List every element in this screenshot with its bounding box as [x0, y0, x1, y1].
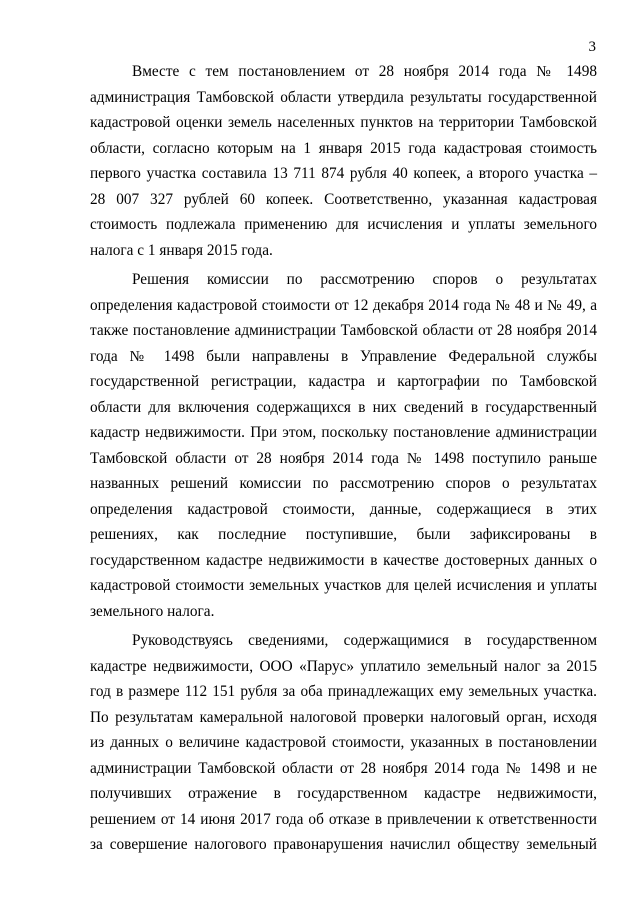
text-line: кадастр недвижимости. При этом, поскольку постановление администрации [90, 424, 597, 441]
text-line: По результатам камеральной налоговой проверки налоговый орган, исходя [90, 708, 597, 726]
text-line: Тамбовской области от 28 ноября 2014 года № 1498 поступило раньше [90, 449, 597, 467]
text-line: области для включения содержащихся в них сведений в государственный [90, 398, 597, 416]
page-number: 3 [588, 39, 596, 55]
text-line: Решения комиссии по рассмотрению споров о результатах [132, 271, 597, 288]
paragraph [90, 628, 597, 858]
paragraph [90, 59, 597, 263]
text-line: Руководствуясь сведениями, содержащимися в государственном [132, 632, 597, 649]
text-line: земельного налога. [90, 602, 215, 620]
text-line: Вместе с тем постановлением от 28 ноября 2014 года № 1498 [132, 63, 597, 80]
text-line: определения кадастровой стоимости, данные, содержащиеся в этих [90, 500, 597, 518]
text-line: 28 007 327 рублей 60 копеек. Соответственно, указанная кадастровая [90, 190, 597, 208]
text-line: кадастровой стоимости земельных участков для целей исчисления и уплаты [90, 577, 597, 594]
text-line: названных решений комиссии по рассмотрению споров о результатах [90, 475, 597, 492]
text-line: администрации Тамбовской области от 28 ноября 2014 года № 1498 и не [90, 759, 597, 777]
text-line: государственной регистрации, кадастра и картографии по Тамбовской [90, 373, 597, 390]
text-line: также постановление администрации Тамбовской области от 28 ноября 2014 [90, 322, 597, 339]
text-line: кадастровой оценки земель населенных пунктов на территории Тамбовской [90, 114, 597, 131]
text-line: администрация Тамбовской области утвердила результаты государственной [90, 88, 597, 106]
text-line: государственном кадастре недвижимости в качестве достоверных данных о [90, 551, 597, 569]
text-line: определения кадастровой стоимости от 12 декабря 2014 года № 48 и № 49, а [90, 296, 597, 314]
text-line: из данных о величине кадастровой стоимости, указанных в постановлении [90, 734, 597, 751]
text-line: налога с 1 января 2015 года. [90, 241, 273, 259]
document-body [90, 59, 597, 862]
text-line: получивших отражение в государственном кадастре недвижимости, [90, 785, 597, 802]
text-line: области, согласно которым на 1 января 2015 года кадастровая стоимость [90, 139, 597, 157]
text-line: года № 1498 были направлены в Управление Федеральной службы [90, 347, 597, 365]
text-line: год в размере 112 151 рубля за оба принадлежащих ему земельных участка. [90, 683, 597, 700]
text-line: первого участка составила 13 711 874 рубля 40 копеек, а второго участка – [90, 165, 597, 182]
text-line: за совершение налогового правонарушения начислил обществу земельный [90, 836, 597, 853]
text-line: решением от 14 июня 2017 года об отказе в привлечении к ответственности [90, 810, 597, 828]
text-line: кадастре недвижимости, ООО «Парус» уплатило земельный налог за 2015 [90, 657, 597, 675]
paragraph [90, 267, 597, 624]
text-line: стоимость подлежала применению для исчисления и уплаты земельного [90, 216, 597, 233]
text-line: решениях, как последние поступившие, были зафиксированы в [90, 526, 597, 543]
